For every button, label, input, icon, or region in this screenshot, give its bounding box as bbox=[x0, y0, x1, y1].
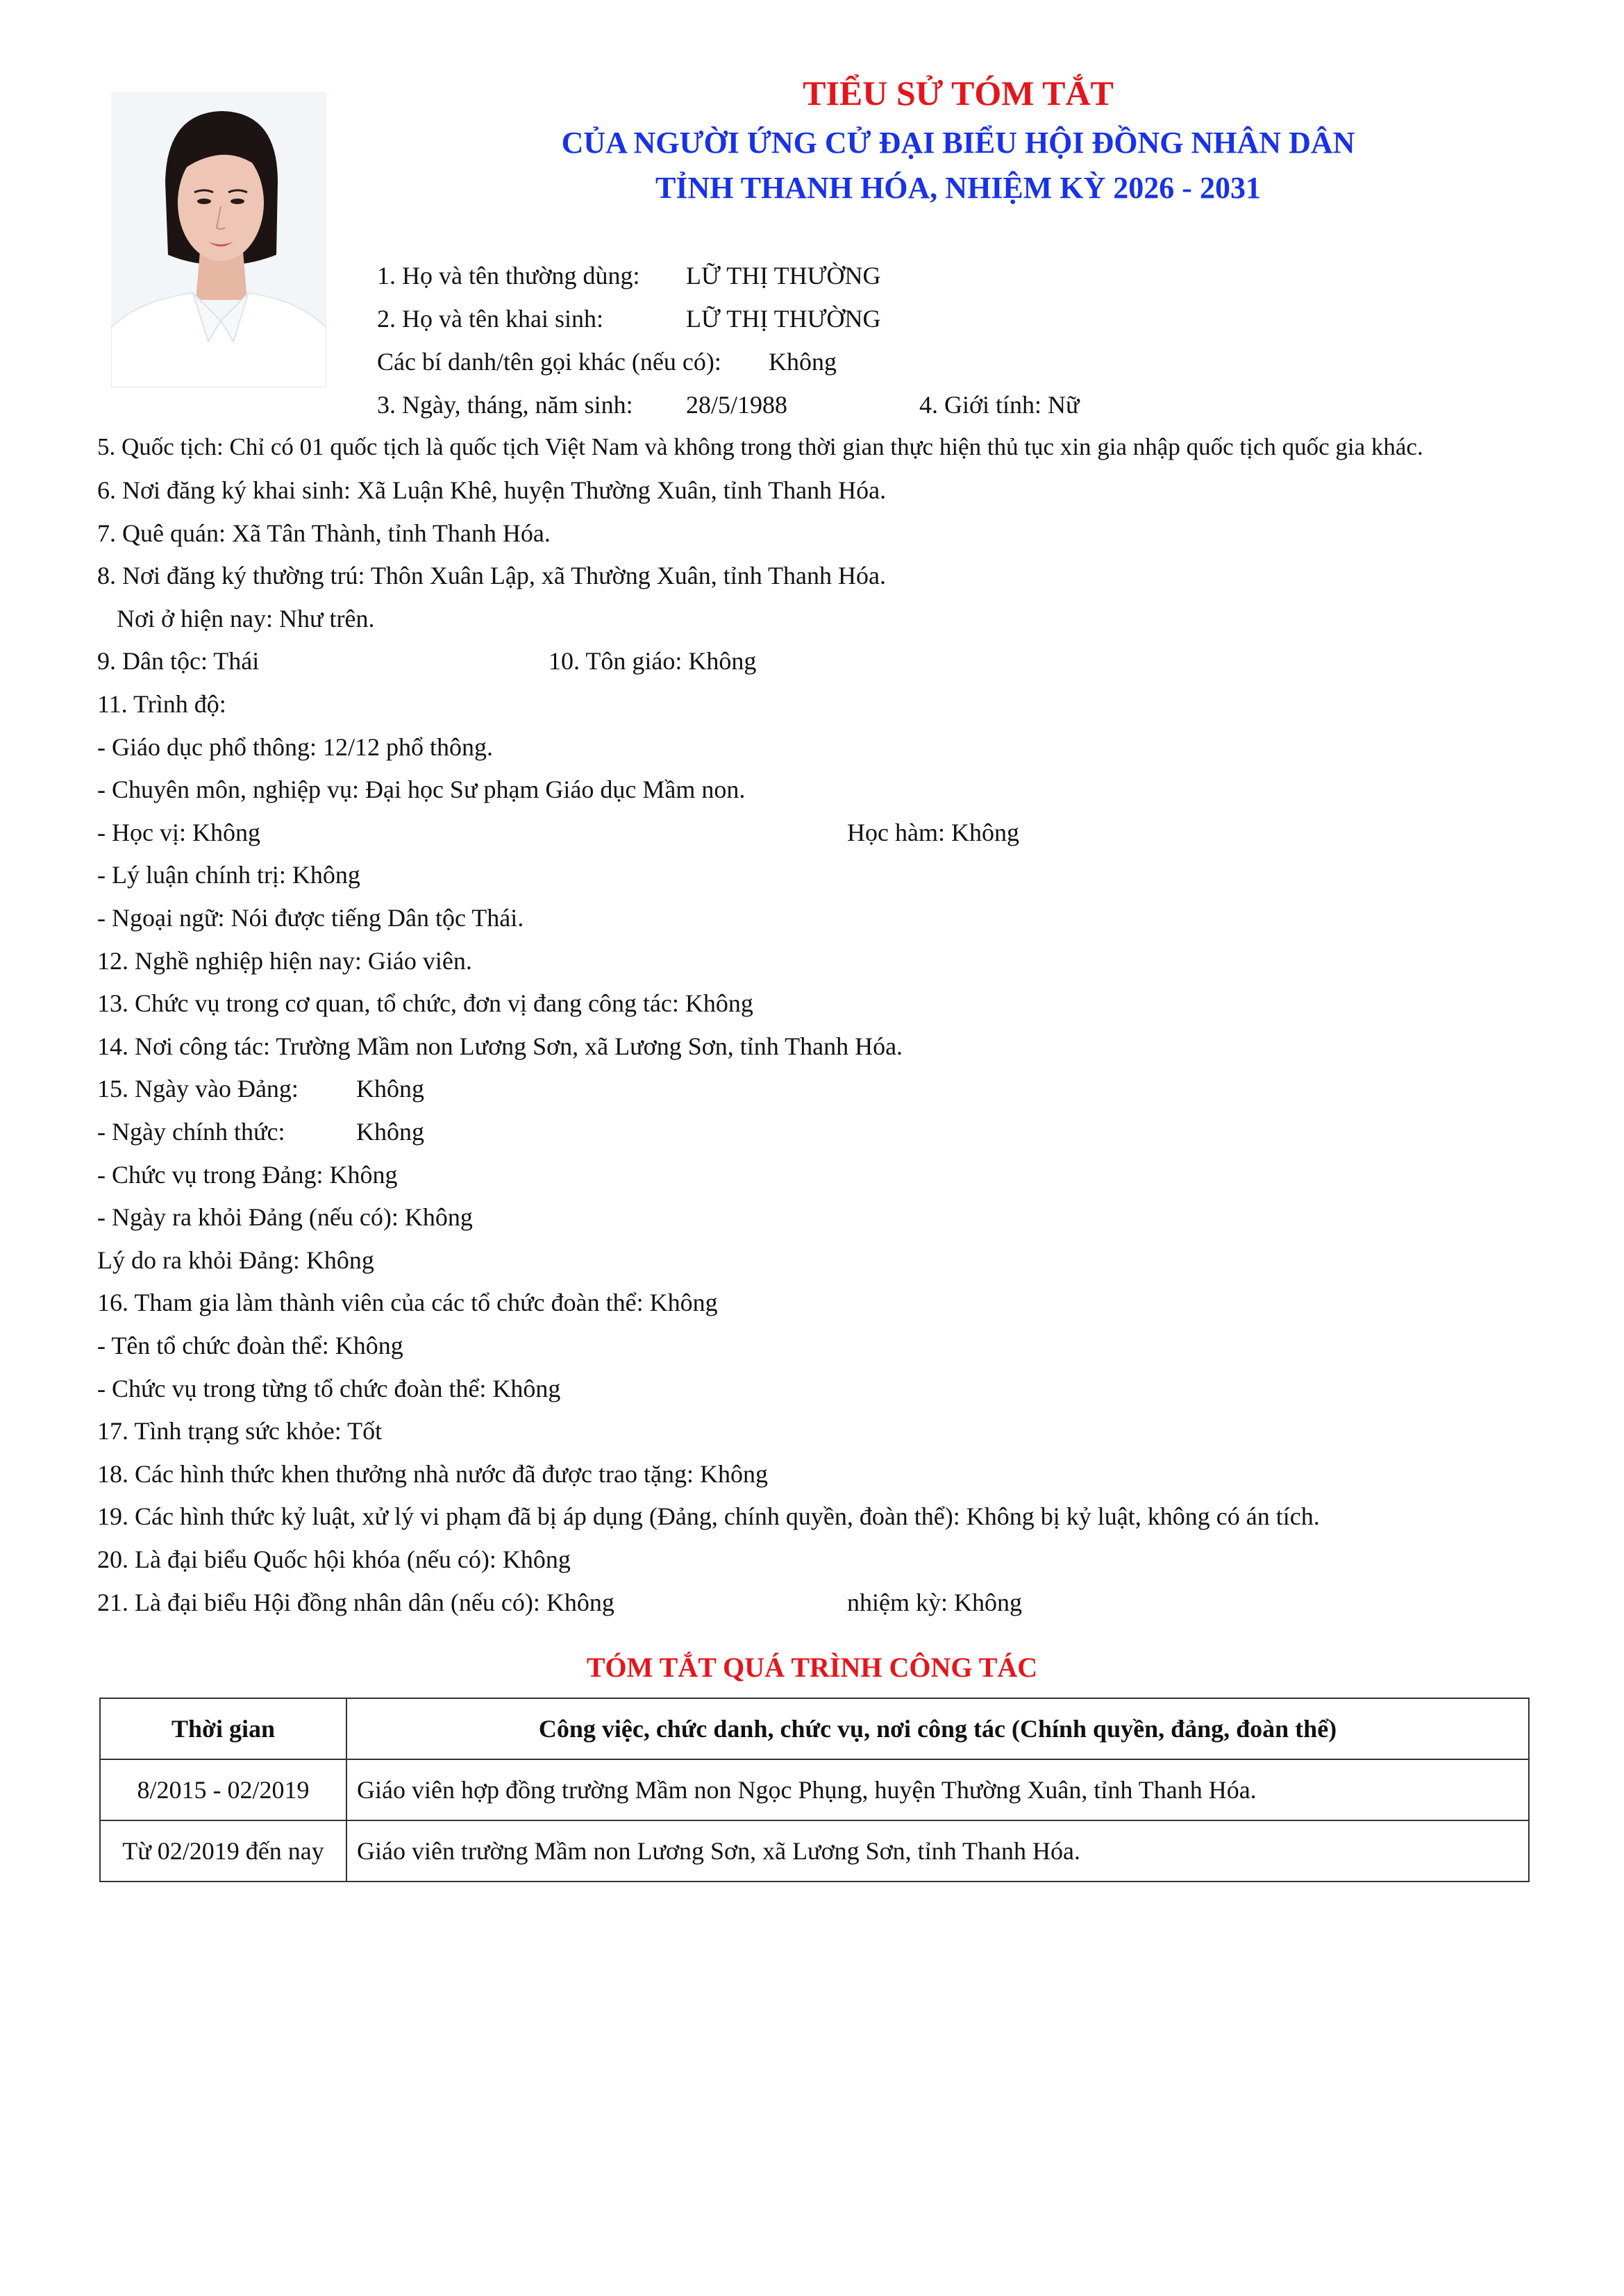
document-subtitle-1: CỦA NGƯỜI ỨNG CỬ ĐẠI BIỂU HỘI ĐỒNG NHÂN DÂN bbox=[561, 126, 1355, 160]
table-cell-time: Từ 02/2019 đến nay bbox=[100, 1820, 346, 1882]
table-cell-description: Giáo viên trường Mầm non Lương Sơn, xã Lương Sơn, tỉnh Thanh Hóa. bbox=[346, 1820, 1529, 1882]
table-cell-description: Giáo viên hợp đồng trường Mầm non Ngọc Phụng, huyện Thường Xuân, tỉnh Thanh Hóa. bbox=[346, 1759, 1529, 1820]
field-birth-registration: 6. Nơi đăng ký khai sinh: Xã Luận Khê, huyện Thường Xuân, tỉnh Thanh Hóa. bbox=[97, 476, 887, 504]
field-party-official-date-label: - Ngày chính thức: bbox=[97, 1118, 285, 1146]
field-national-assembly-delegate: 20. Là đại biểu Quốc hội khóa (nếu có): Không bbox=[97, 1545, 571, 1573]
field-gender: 4. Giới tính: Nữ bbox=[919, 391, 1080, 419]
table-cell-time: 8/2015 - 02/2019 bbox=[100, 1759, 346, 1820]
field-education-heading: 11. Trình độ: bbox=[97, 690, 226, 718]
field-organization-position: - Chức vụ trong từng tổ chức đoàn thể: Không bbox=[97, 1375, 561, 1402]
field-alias-value: Không bbox=[769, 348, 837, 376]
field-foreign-language: - Ngoại ngữ: Nói được tiếng Dân tộc Thái. bbox=[97, 904, 524, 932]
field-nationality: 5. Quốc tịch: Chỉ có 01 quốc tịch là quốc tịch Việt Nam và không trong thời gian thực hiện thủ tục xin gia nhập quốc tịch quốc gia khác. bbox=[97, 433, 1423, 460]
document-title: TIỂU SỬ TÓM TẮT bbox=[803, 74, 1114, 112]
field-awards: 18. Các hình thức khen thưởng nhà nước đã được trao tặng: Không bbox=[97, 1460, 768, 1488]
field-political-theory: - Lý luận chính trị: Không bbox=[97, 861, 360, 889]
field-alias-label: Các bí danh/tên gọi khác (nếu có): bbox=[377, 348, 721, 376]
document-subtitle-2: TỈNH THANH HÓA, NHIỆM KỲ 2026 - 2031 bbox=[655, 171, 1261, 205]
field-position: 13. Chức vụ trong cơ quan, tổ chức, đơn vị đang công tác: Không bbox=[97, 989, 753, 1017]
field-common-name-value: LỮ THỊ THƯỜNG bbox=[686, 262, 881, 290]
field-party-position: - Chức vụ trong Đảng: Không bbox=[97, 1161, 398, 1189]
column-header-description: Công việc, chức danh, chức vụ, nơi công tác (Chính quyền, đảng, đoàn thể) bbox=[346, 1698, 1529, 1759]
table-row bbox=[100, 1759, 1529, 1820]
field-organization-membership: 16. Tham gia làm thành viên của các tổ chức đoàn thể: Không bbox=[97, 1289, 718, 1316]
field-academic-degree: - Học vị: Không bbox=[97, 819, 260, 846]
work-history-table bbox=[99, 1698, 1530, 1882]
field-council-delegate: 21. Là đại biểu Hội đồng nhân dân (nếu có): Không bbox=[97, 1589, 614, 1616]
field-birth-name-label: 2. Họ và tên khai sinh: bbox=[377, 305, 603, 333]
field-professional-qualification: - Chuyên môn, nghiệp vụ: Đại học Sư phạm Giáo dục Mầm non. bbox=[97, 776, 746, 803]
field-occupation: 12. Nghề nghiệp hiện nay: Giáo viên. bbox=[97, 947, 472, 975]
field-birthdate-value: 28/5/1988 bbox=[686, 391, 788, 419]
field-religion: 10. Tôn giáo: Không bbox=[549, 647, 757, 675]
column-header-time: Thời gian bbox=[100, 1698, 346, 1759]
field-organization-name: - Tên tổ chức đoàn thể: Không bbox=[97, 1332, 403, 1359]
field-general-education: - Giáo dục phổ thông: 12/12 phổ thông. bbox=[97, 733, 493, 761]
table-header-row bbox=[100, 1698, 1529, 1759]
field-council-term: nhiệm kỳ: Không bbox=[847, 1589, 1022, 1616]
field-party-join-date-label: 15. Ngày vào Đảng: bbox=[97, 1075, 299, 1103]
field-birth-name-value: LỮ THỊ THƯỜNG bbox=[686, 305, 881, 333]
portrait-image bbox=[111, 92, 326, 387]
field-party-join-date-value: Không bbox=[356, 1075, 424, 1103]
field-workplace: 14. Nơi công tác: Trường Mầm non Lương Sơn, xã Lương Sơn, tỉnh Thanh Hóa. bbox=[97, 1032, 903, 1060]
field-academic-title: Học hàm: Không bbox=[847, 819, 1019, 846]
field-party-leave-reason: Lý do ra khỏi Đảng: Không bbox=[97, 1246, 374, 1274]
field-health: 17. Tình trạng sức khỏe: Tốt bbox=[97, 1417, 383, 1445]
field-party-leave-date: - Ngày ra khỏi Đảng (nếu có): Không bbox=[97, 1203, 473, 1231]
field-birthdate-label: 3. Ngày, tháng, năm sinh: bbox=[377, 391, 633, 419]
field-ethnicity: 9. Dân tộc: Thái bbox=[97, 647, 260, 675]
table-row bbox=[100, 1820, 1529, 1882]
work-history-title: TÓM TẮT QUÁ TRÌNH CÔNG TÁC bbox=[586, 1652, 1038, 1683]
field-current-residence: Nơi ở hiện nay: Như trên. bbox=[117, 605, 375, 632]
field-common-name-label: 1. Họ và tên thường dùng: bbox=[377, 262, 640, 290]
field-permanent-residence: 8. Nơi đăng ký thường trú: Thôn Xuân Lập, xã Thường Xuân, tỉnh Thanh Hóa. bbox=[97, 562, 886, 589]
field-discipline: 19. Các hình thức kỷ luật, xử lý vi phạm đã bị áp dụng (Đảng, chính quyền, đoàn thể): Không bị kỷ luật, không có án tích. bbox=[97, 1502, 1320, 1530]
field-hometown: 7. Quê quán: Xã Tân Thành, tỉnh Thanh Hóa. bbox=[97, 519, 551, 547]
field-party-official-date-value: Không bbox=[356, 1118, 424, 1146]
portrait-photo bbox=[111, 92, 326, 387]
